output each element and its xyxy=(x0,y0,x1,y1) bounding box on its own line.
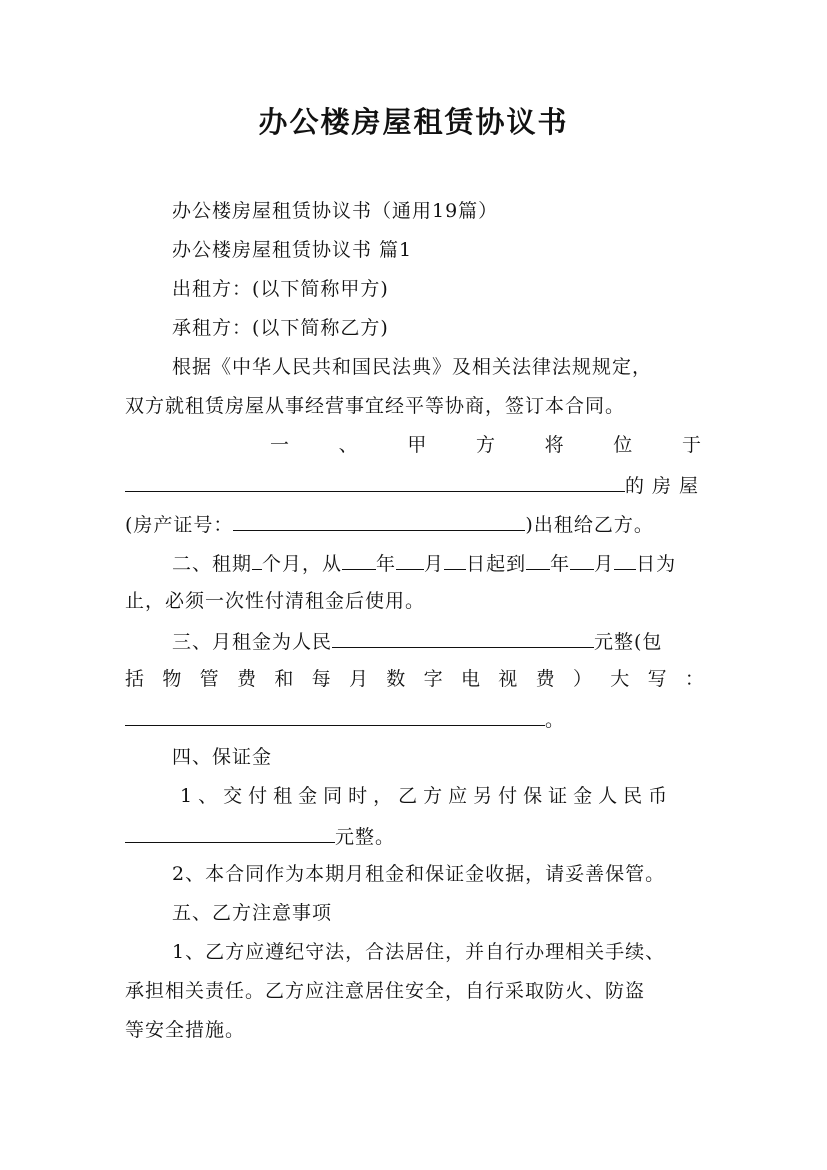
clause4-item1-line2 xyxy=(125,820,395,852)
clause1-house-text: 的房屋 xyxy=(625,475,707,497)
clause1-cert-line xyxy=(125,508,654,540)
clause4-heading: 四、保证金 xyxy=(172,746,273,768)
clause4-item2: 2、本合同作为本期月租金和保证金收据，请妥善保管。 xyxy=(172,863,666,885)
clause2-text: 日为 xyxy=(636,553,677,575)
clause3-char: 每 xyxy=(311,668,332,690)
rent-in-words-blank xyxy=(125,703,545,726)
clause3-char: 和 xyxy=(274,668,295,690)
clause1-spread-line xyxy=(270,430,702,460)
clause3-char: 括 xyxy=(125,668,146,690)
clause1-cert-prefix: (房产证号： xyxy=(125,514,234,536)
clause1-char: 、 xyxy=(338,434,359,456)
clause2-text: 个月，从 xyxy=(262,553,343,575)
clause3-char: ） xyxy=(572,668,593,690)
end-year-blank xyxy=(526,547,550,570)
clause4-item1-end: 元整。 xyxy=(335,826,396,848)
clause1-char: 将 xyxy=(544,434,565,456)
document-title: 办公楼房屋租赁协议书 xyxy=(258,105,569,139)
clause3-suffix: 元整(包 xyxy=(594,631,663,653)
clause3-char: 物 xyxy=(162,668,183,690)
clause3-char: 写 xyxy=(647,668,668,690)
clause2-line-1 xyxy=(172,547,676,579)
clause3-end: 。 xyxy=(545,709,566,731)
clause3-char: 费 xyxy=(236,668,257,690)
start-day-blank xyxy=(444,547,466,570)
clause2-text: 二、租期 xyxy=(172,553,253,575)
clause5-item1-line2: 承担相关责任。乙方应注意居住安全，自行采取防火、防盗 xyxy=(125,980,646,1002)
start-year-blank xyxy=(342,547,376,570)
clause3-char: 月 xyxy=(348,668,369,690)
months-blank xyxy=(252,547,262,570)
clause3-line-1 xyxy=(172,625,662,657)
end-month-blank xyxy=(570,547,594,570)
document-subtitle: 办公楼房屋租赁协议书（通用19篇） xyxy=(172,200,499,222)
clause4-item1-line1: 1、交付租金同时，乙方应另付保证金人民币 xyxy=(180,785,674,807)
clause2-text: 月 xyxy=(594,553,615,575)
clause3-spread-line xyxy=(125,664,705,694)
section-heading: 办公楼房屋租赁协议书 篇1 xyxy=(172,239,413,261)
clause1-char: 方 xyxy=(475,434,496,456)
lessor-line: 出租方：(以下简称甲方) xyxy=(172,278,389,300)
clause2-text: 年 xyxy=(376,553,397,575)
intro-line-2: 双方就租赁房屋从事经营事宜经平等协商，签订本合同。 xyxy=(125,395,626,417)
clause2-line-2: 止，必须一次性付清租金后使用。 xyxy=(125,590,426,612)
clause3-line-3 xyxy=(125,703,565,735)
clause1-char: 一 xyxy=(270,434,291,456)
clause5-item1-line3: 等安全措施。 xyxy=(125,1019,246,1041)
intro-line-1: 根据《中华人民共和国民法典》及相关法律法规规定， xyxy=(172,356,653,378)
end-day-blank xyxy=(614,547,636,570)
clause1-char: 于 xyxy=(681,434,702,456)
clause2-text: 日起到 xyxy=(466,553,527,575)
monthly-rent-blank xyxy=(332,625,594,648)
clause5-item1-line1: 1、乙方应遵纪守法，合法居住，并自行办理相关手续、 xyxy=(172,941,666,963)
clause1-house-line xyxy=(125,469,706,501)
clause1-char: 位 xyxy=(613,434,634,456)
address-blank xyxy=(125,469,625,492)
clause5-heading: 五、乙方注意事项 xyxy=(172,902,333,924)
lessee-line: 承租方：(以下简称乙方) xyxy=(172,317,389,339)
clause3-prefix: 三、月租金为人民 xyxy=(172,631,333,653)
clause3-char: 电 xyxy=(460,668,481,690)
clause3-char: 视 xyxy=(498,668,519,690)
clause3-char: 字 xyxy=(423,668,444,690)
clause2-text: 年 xyxy=(550,553,571,575)
clause3-char: 大 xyxy=(610,668,631,690)
clause1-cert-suffix: )出租给乙方。 xyxy=(525,514,654,536)
clause3-char: 数 xyxy=(386,668,407,690)
clause3-char: 费 xyxy=(535,668,556,690)
clause3-char: ： xyxy=(684,668,705,690)
clause1-char: 甲 xyxy=(407,434,428,456)
clause2-text: 月 xyxy=(424,553,445,575)
certificate-number-blank xyxy=(233,508,525,531)
start-month-blank xyxy=(396,547,424,570)
clause3-char: 管 xyxy=(199,668,220,690)
deposit-amount-blank xyxy=(125,820,335,843)
